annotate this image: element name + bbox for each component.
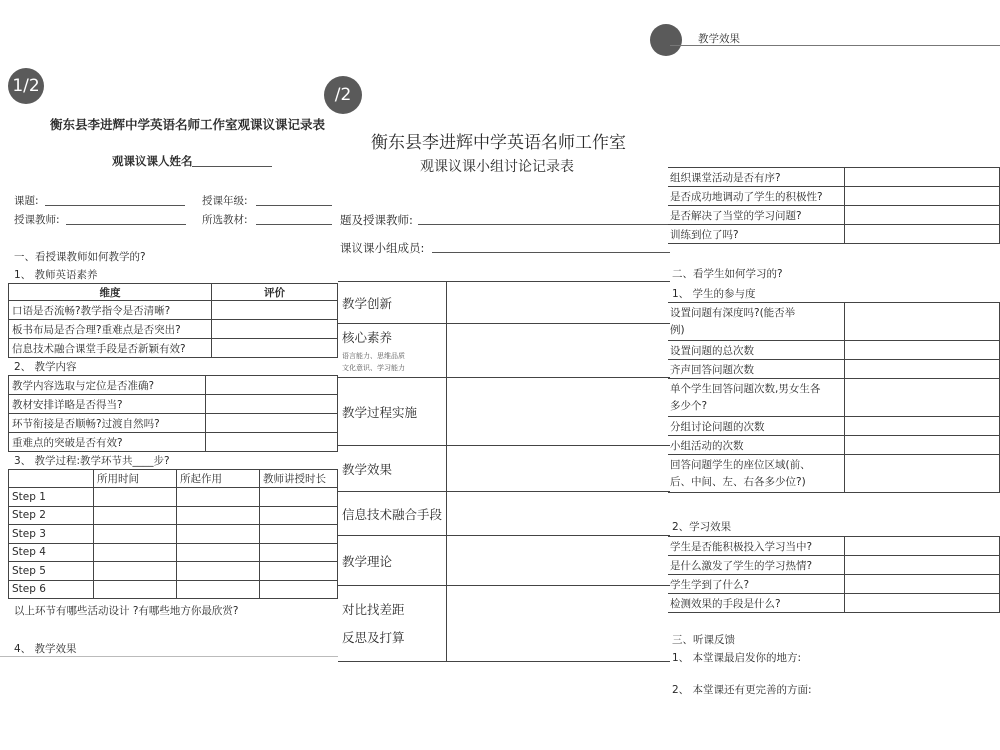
step-time-cell[interactable] bbox=[94, 580, 177, 599]
textbook-field[interactable] bbox=[256, 224, 332, 225]
table-cell: 信息技术融合课堂手段是否新颖有效? bbox=[9, 339, 212, 358]
table-cell: 学生学到了什么? bbox=[668, 575, 845, 594]
notes-cell[interactable] bbox=[447, 446, 678, 492]
table-cell: 是否成功地调动了学生的积极性? bbox=[668, 187, 845, 206]
participation-table bbox=[668, 302, 1000, 493]
step-role-cell[interactable] bbox=[177, 543, 260, 562]
divider bbox=[0, 656, 338, 657]
textbook-label: 所选教材: bbox=[202, 214, 248, 226]
page-title-line-1: 衡东县李进辉中学英语名师工作室 bbox=[371, 133, 626, 153]
item-3-heading: 3、 教学过程:教学环节共____步? bbox=[14, 455, 170, 467]
table-cell: 口语是否流畅?教学指令是否清晰? bbox=[9, 301, 212, 320]
table-cell: 重难点的突破是否有效? bbox=[9, 433, 206, 452]
table-header: 所起作用 bbox=[177, 470, 260, 488]
step-lecture-cell[interactable] bbox=[260, 562, 338, 581]
step-role-cell[interactable] bbox=[177, 580, 260, 599]
row-label: 教学过程实施 bbox=[338, 378, 447, 446]
step-role-cell[interactable] bbox=[177, 525, 260, 544]
table-cell: 教学内容选取与定位是否准确? bbox=[9, 376, 206, 395]
feedback-2: 2、 本堂课还有更完善的方面: bbox=[672, 684, 812, 696]
observer-label: 观课议课人姓名 bbox=[112, 154, 193, 168]
rating-cell[interactable] bbox=[206, 414, 338, 433]
teacher-label: 授课教师: bbox=[14, 214, 60, 226]
group-members-label: 课议课小组成员: bbox=[340, 241, 425, 255]
participation-heading: 1、 学生的参与度 bbox=[672, 288, 756, 300]
grade-label: 授课年级: bbox=[202, 195, 248, 207]
teacher-field[interactable] bbox=[66, 224, 186, 225]
page-3 bbox=[670, 0, 1000, 750]
page-badge: 1/2 bbox=[8, 68, 44, 104]
rating-cell[interactable] bbox=[206, 433, 338, 452]
rating-cell[interactable] bbox=[845, 379, 1000, 417]
classroom-effect-table bbox=[668, 167, 1000, 244]
step-lecture-cell[interactable] bbox=[260, 580, 338, 599]
rating-cell[interactable] bbox=[845, 206, 1000, 225]
page-title-line-2: 观课议课小组讨论记录表 bbox=[420, 159, 574, 175]
divider bbox=[670, 45, 1000, 46]
row-sublabel: 语言能力、思维品质 文化意识、学习能力 bbox=[342, 351, 405, 372]
notes-cell[interactable] bbox=[447, 586, 678, 662]
discussion-table bbox=[338, 281, 678, 662]
table-cell: 是否解决了当堂的学习问题? bbox=[668, 206, 845, 225]
notes-cell[interactable] bbox=[447, 378, 678, 446]
section-2-heading: 二、看学生如何学习的? bbox=[672, 268, 783, 280]
step-time-cell[interactable] bbox=[94, 488, 177, 507]
row-label: 信息技术融合手段 bbox=[338, 492, 447, 536]
section-1-heading: 一、看授课教师如何教学的? bbox=[14, 251, 146, 263]
table-cell: 学生是否能积极投入学习当中? bbox=[668, 537, 845, 556]
step-label: Step 4 bbox=[9, 543, 94, 562]
row-label: 教学效果 bbox=[338, 446, 447, 492]
rating-cell[interactable] bbox=[845, 303, 1000, 341]
step-time-cell[interactable] bbox=[94, 562, 177, 581]
rating-cell[interactable] bbox=[212, 301, 338, 320]
rating-cell[interactable] bbox=[845, 360, 1000, 379]
observer-field[interactable] bbox=[192, 166, 272, 167]
notes-cell[interactable] bbox=[447, 536, 678, 586]
table-cell: 板书布局是否合理?重难点是否突出? bbox=[9, 320, 212, 339]
table-header: 所用时间 bbox=[94, 470, 177, 488]
rating-cell[interactable] bbox=[845, 341, 1000, 360]
step-lecture-cell[interactable] bbox=[260, 543, 338, 562]
grade-field[interactable] bbox=[256, 205, 332, 206]
table-cell: 环节衔接是否顺畅?过渡自然吗? bbox=[9, 414, 206, 433]
table-cell: 小组活动的次数 bbox=[668, 436, 845, 455]
learning-effect-table bbox=[668, 536, 1000, 613]
lesson-teacher-field[interactable] bbox=[418, 224, 670, 225]
item-4-heading: 4、 教学效果 bbox=[14, 643, 77, 655]
table-cell: 训练到位了吗? bbox=[668, 225, 845, 244]
rating-cell[interactable] bbox=[206, 395, 338, 414]
rating-cell[interactable] bbox=[212, 320, 338, 339]
rating-cell[interactable] bbox=[845, 455, 1000, 493]
notes-cell[interactable] bbox=[447, 324, 678, 378]
table-header: 教师讲授时长 bbox=[260, 470, 338, 488]
page-badge: /2 bbox=[324, 76, 362, 114]
teaching-content-table bbox=[8, 375, 338, 452]
table-cell: 是什么激发了学生的学习热情? bbox=[668, 556, 845, 575]
rating-cell[interactable] bbox=[845, 225, 1000, 244]
rating-cell[interactable] bbox=[845, 168, 1000, 187]
rating-cell[interactable] bbox=[845, 575, 1000, 594]
rating-cell[interactable] bbox=[845, 537, 1000, 556]
step-label: Step 5 bbox=[9, 562, 94, 581]
row-label: 对比找差距 反思及打算 bbox=[338, 586, 447, 662]
step-label: Step 6 bbox=[9, 580, 94, 599]
teaching-steps-table bbox=[8, 469, 338, 599]
table-cell: 单个学生回答问题次数,男女生各 多少个? bbox=[668, 379, 845, 417]
page-badge bbox=[650, 24, 682, 56]
step-lecture-cell[interactable] bbox=[260, 506, 338, 525]
step-label: Step 3 bbox=[9, 525, 94, 544]
table-cell: 设置问题有深度吗?(能否举 例) bbox=[668, 303, 845, 341]
table-cell: 教材安排详略是否得当? bbox=[9, 395, 206, 414]
table-cell: 检测效果的手段是什么? bbox=[668, 594, 845, 613]
row-label: 核心素养 语言能力、思维品质 文化意识、学习能力 bbox=[338, 324, 447, 378]
step-time-cell[interactable] bbox=[94, 543, 177, 562]
rating-cell[interactable] bbox=[845, 417, 1000, 436]
table-header bbox=[9, 470, 94, 488]
step-time-cell[interactable] bbox=[94, 525, 177, 544]
step-lecture-cell[interactable] bbox=[260, 525, 338, 544]
step-lecture-cell[interactable] bbox=[260, 488, 338, 507]
step-label: Step 2 bbox=[9, 506, 94, 525]
page-title: 衡东县李进辉中学英语名师工作室观课议课记录表 bbox=[50, 117, 326, 132]
rating-cell[interactable] bbox=[845, 187, 1000, 206]
table-cell: 组织课堂活动是否有序? bbox=[668, 168, 845, 187]
step-role-cell[interactable] bbox=[177, 488, 260, 507]
item-1-heading: 1、 教师英语素养 bbox=[14, 269, 98, 281]
section-3-heading: 三、听课反馈 bbox=[672, 634, 735, 646]
learning-effect-heading: 2、学习效果 bbox=[672, 521, 732, 533]
table-cell: 设置问题的总次数 bbox=[668, 341, 845, 360]
item-2-heading: 2、 教学内容 bbox=[14, 361, 77, 373]
step-role-cell[interactable] bbox=[177, 506, 260, 525]
table-cell: 齐声回答问题次数 bbox=[668, 360, 845, 379]
rating-cell[interactable] bbox=[206, 376, 338, 395]
step-time-cell[interactable] bbox=[94, 506, 177, 525]
table-header: 维度 bbox=[9, 284, 212, 301]
step-label: Step 1 bbox=[9, 488, 94, 507]
teacher-skills-table bbox=[8, 283, 338, 358]
notes-cell[interactable] bbox=[447, 492, 678, 536]
page-1 bbox=[0, 0, 338, 750]
effect-heading: 教学效果 bbox=[698, 33, 740, 45]
table-cell: 分组讨论问题的次数 bbox=[668, 417, 845, 436]
rating-cell[interactable] bbox=[845, 436, 1000, 455]
topic-label: 课题: bbox=[14, 195, 39, 207]
step-role-cell[interactable] bbox=[177, 562, 260, 581]
rating-cell[interactable] bbox=[845, 556, 1000, 575]
notes-cell[interactable] bbox=[447, 282, 678, 324]
rating-cell[interactable] bbox=[845, 594, 1000, 613]
row-label: 教学创新 bbox=[338, 282, 447, 324]
activity-question: 以上环节有哪些活动设计 ?有哪些地方你最欣赏? bbox=[14, 605, 239, 617]
page-2 bbox=[334, 0, 670, 750]
feedback-1: 1、 本堂课最启发你的地方: bbox=[672, 652, 802, 664]
row-label: 教学理论 bbox=[338, 536, 447, 586]
table-cell: 回答问题学生的座位区域(前、 后、中间、左、右各多少位?) bbox=[668, 455, 845, 493]
lesson-teacher-label: 题及授课教师: bbox=[340, 213, 413, 227]
group-members-field[interactable] bbox=[432, 252, 670, 253]
table-header: 评价 bbox=[212, 284, 338, 301]
rating-cell[interactable] bbox=[212, 339, 338, 358]
topic-field[interactable] bbox=[45, 205, 185, 206]
